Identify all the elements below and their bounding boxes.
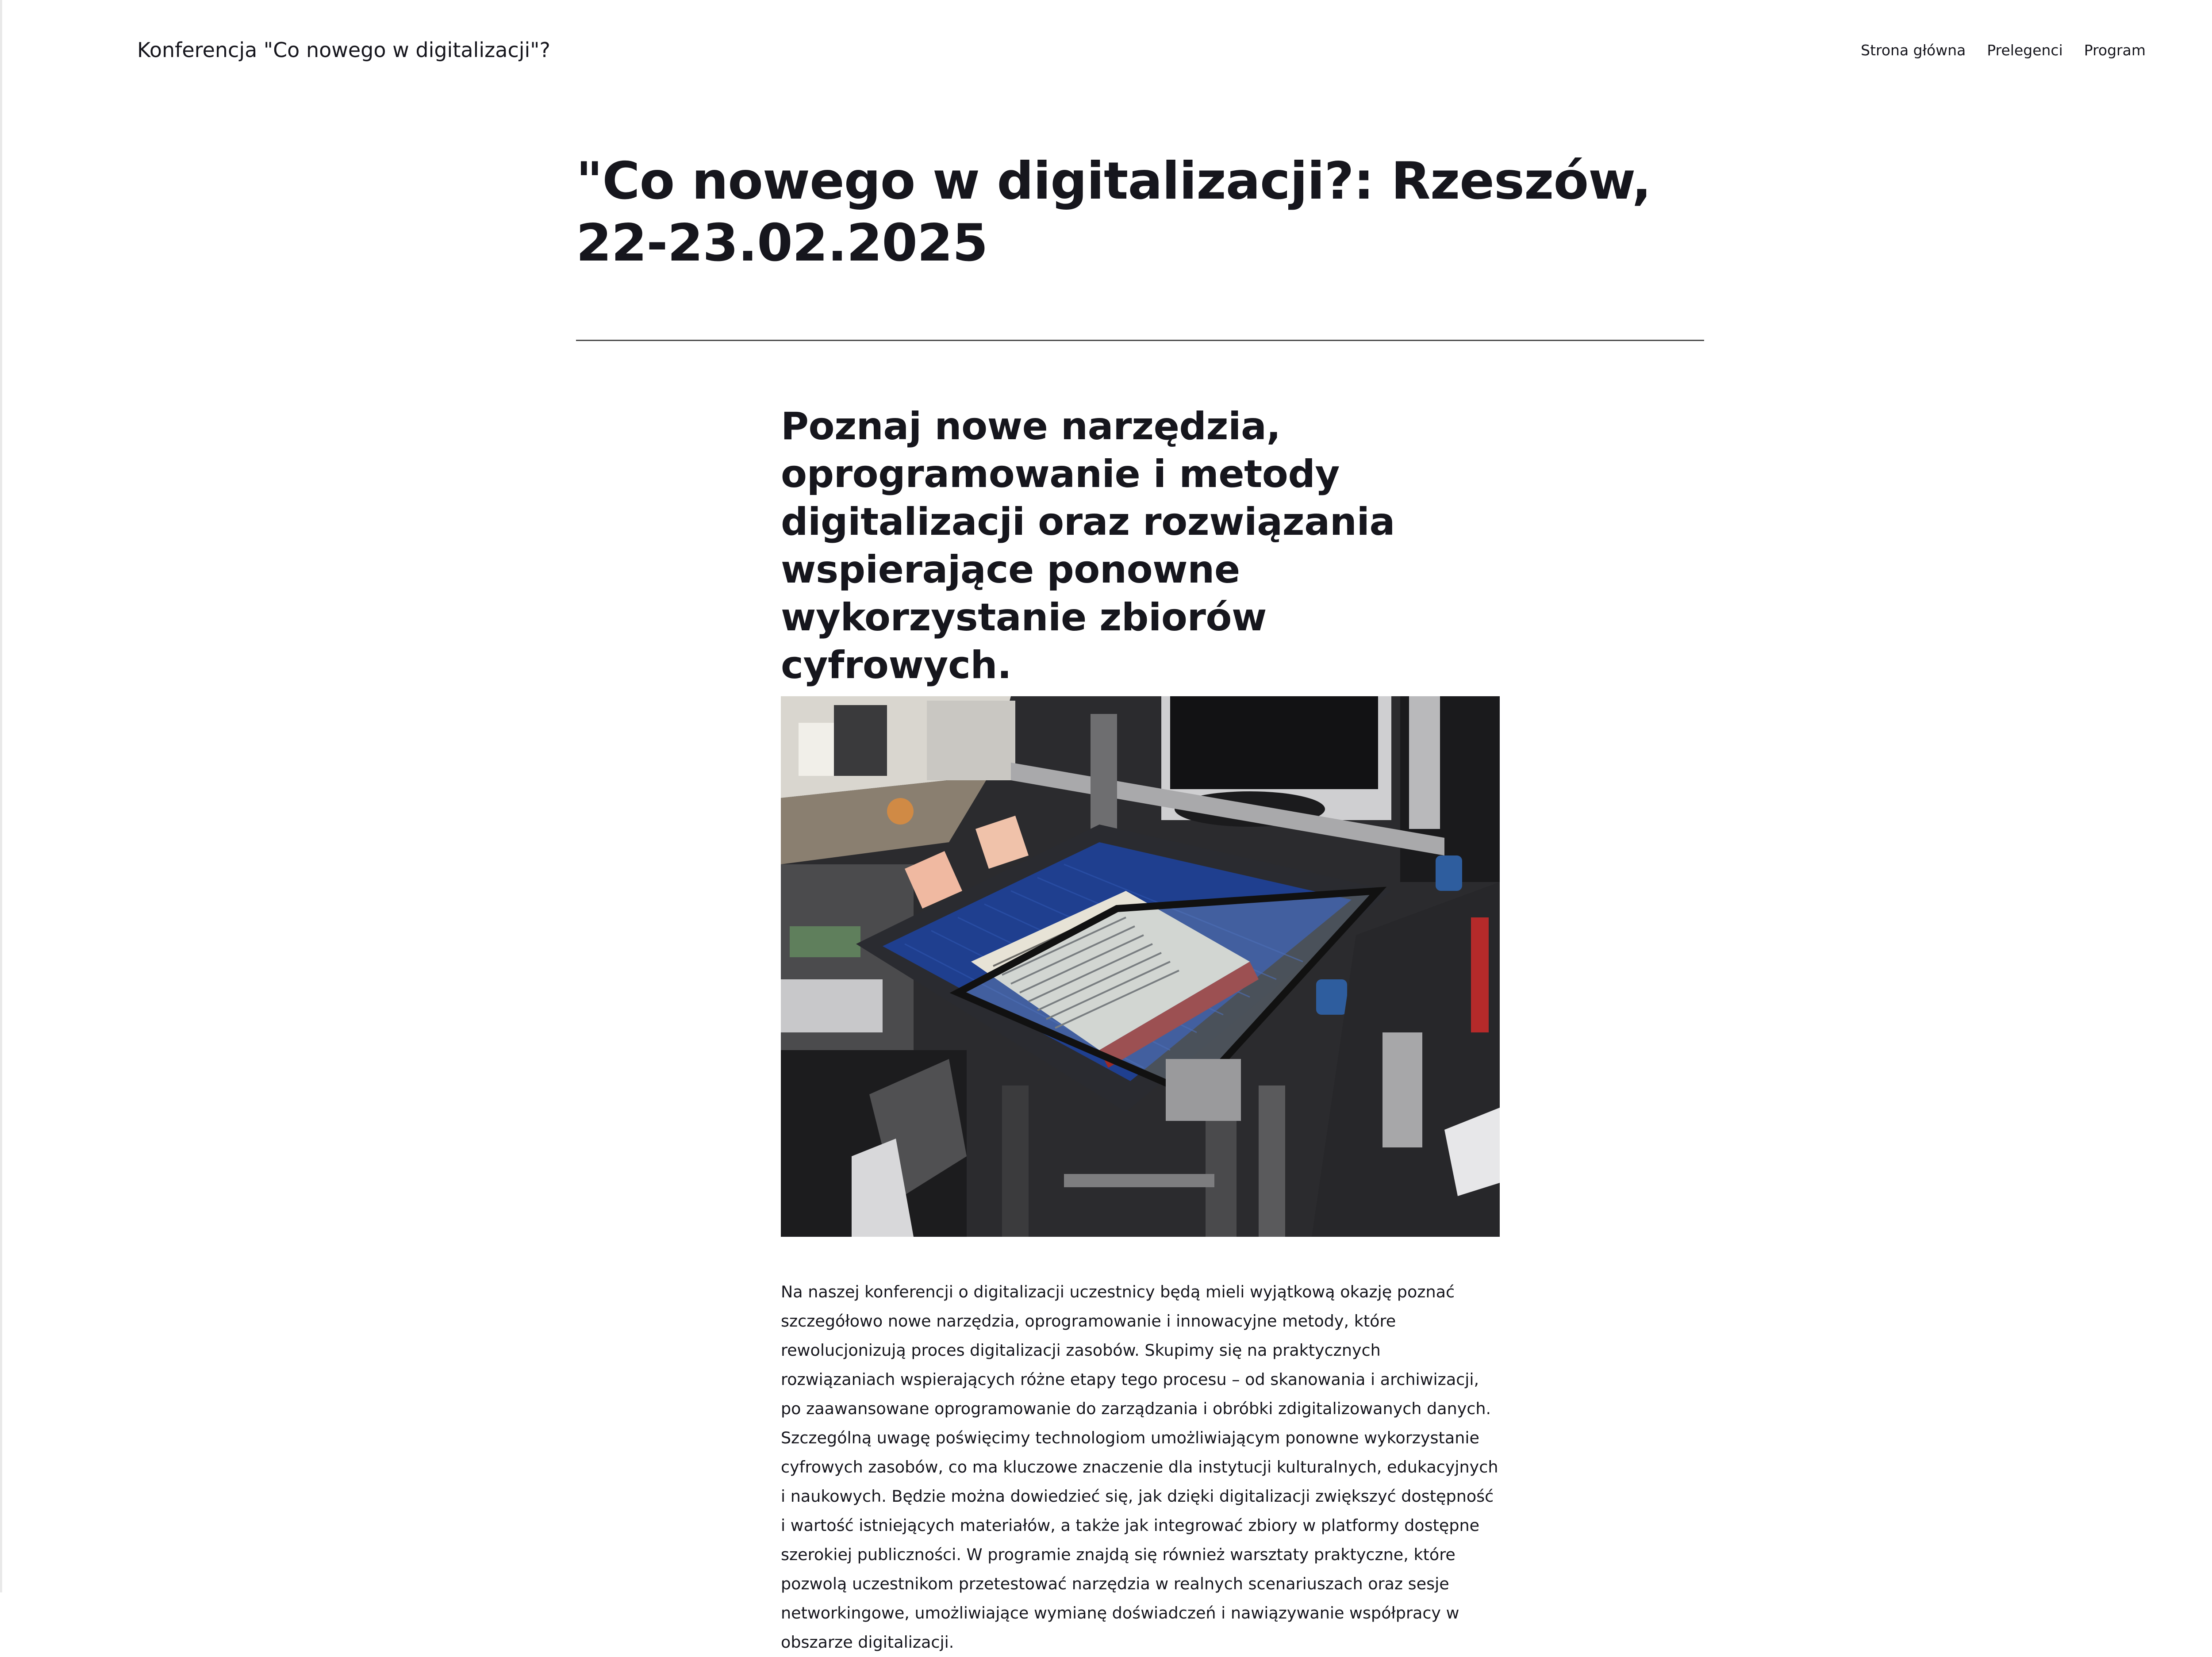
article-body: Na naszej konferencji o digitalizacji uczestnicy będą mieli wyjątkową okazję poznać szczegółowo nowe narzędzia, oprogramowanie i innowacyjne metody, które rewolucjonizują proces digitalizacji zasobów. Skupimy się na praktycznych rozwiązaniach wspierających różne etapy tego procesu – od skanowania i archiwizacji, po zaawansowane oprogramowanie do zarządzania i obróbki zdigitalizowanych danych. Szczególną uwagę poświęcimy technologiom umożliwiającym ponowne wykorzystanie cyfrowych zasobów, co ma kluczowe znaczenie dla instytucji kulturalnych, edukacyjnych i naukowych. Będzie można dowiedzieć się, jak dzięki digitalizacji zwiększyć dostępność i wartość istniejących materiałów, a także jak integrować zbiory w platformy dostępne szerokiej publiczności. W programie znajdą się również warsztaty praktyczne, które pozwolą uczestnikom przetestować narzędzia w realnych scenariuszach oraz sesje networkingowe, umożliwiające wymianę doświadczeń i nawiązywanie współpracy w obszarze digitalizacji.	[781, 1282, 1498, 1652]
article-content	[781, 403, 1500, 1657]
title-separator	[576, 340, 1704, 341]
nav-link-speakers[interactable]: Prelegenci	[1987, 42, 2063, 59]
nav-link-program[interactable]: Program	[2084, 42, 2146, 59]
page-title: "Co nowego w digitalizacji?: Rzeszów, 22-23.02.2025	[576, 151, 1651, 273]
nav-item-speakers	[1987, 42, 2062, 59]
nav-item-program	[2084, 42, 2146, 59]
nav-item-home	[1861, 42, 1966, 59]
site-title-link[interactable]: Konferencja "Co nowego w digitalizacji"?	[137, 38, 550, 62]
book-scanner-photo	[781, 696, 1500, 1237]
site-header	[0, 0, 2212, 102]
page-edge-divider	[0, 0, 2, 1592]
main-navigation	[1861, 42, 2146, 59]
book-scanner-illustration	[781, 696, 1500, 1237]
lead-heading: Poznaj nowe narzędzia, oprogramowanie i metody digitalizacji oraz rozwiązania wspierające ponowne wykorzystanie zbiorów cyfrowych.	[781, 404, 1395, 687]
nav-link-home[interactable]: Strona główna	[1861, 42, 1966, 59]
